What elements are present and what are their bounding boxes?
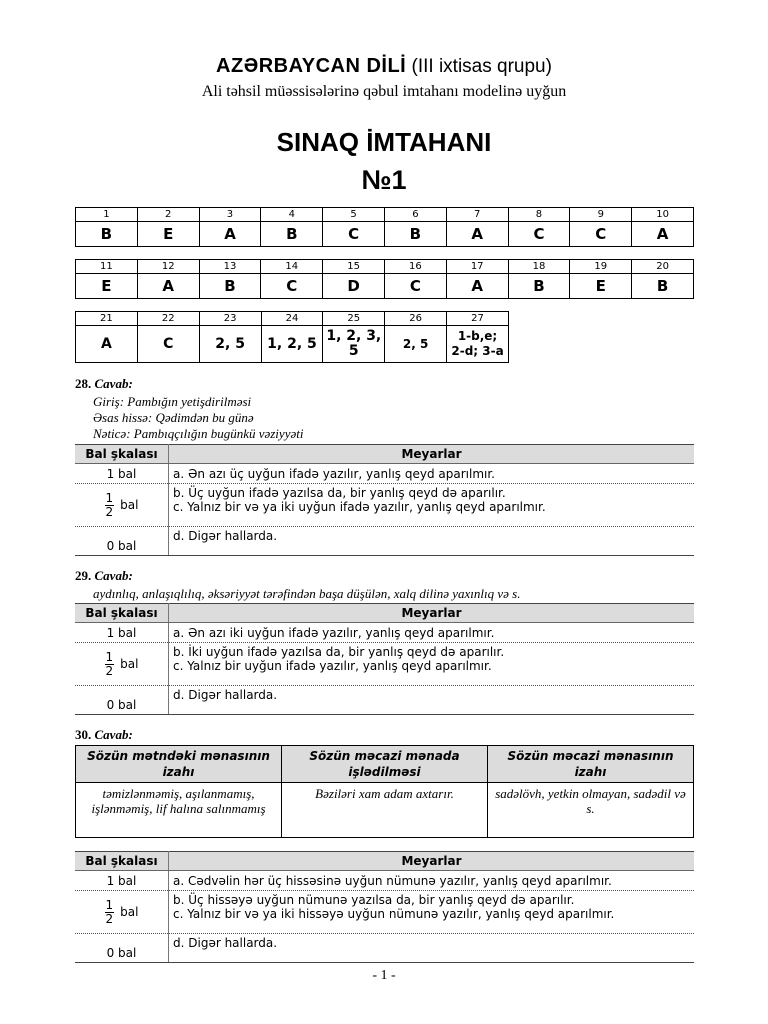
criteria-b-c bbox=[169, 643, 695, 686]
question-number: 3 bbox=[199, 208, 261, 222]
question-number: 6 bbox=[384, 208, 446, 222]
question-number: 17 bbox=[446, 260, 508, 274]
criterion-d: d. Digər hallarda. bbox=[169, 934, 695, 963]
question-number: 15 bbox=[323, 260, 385, 274]
question-number: 5 bbox=[323, 208, 385, 222]
answer-cell: B bbox=[384, 222, 446, 247]
criterion-c: c. Yalnız bir uyğun ifadə yazılır, yanlış qeyd aparılmır. bbox=[173, 659, 492, 673]
question-number: 13 bbox=[199, 260, 261, 274]
meaning-header-3: Sözün məcazi mənasının izahı bbox=[488, 746, 694, 783]
question-number: 29 bbox=[75, 568, 88, 583]
question-number: 4 bbox=[261, 208, 323, 222]
score-one: 1 bal bbox=[75, 871, 169, 891]
question-number: 27 bbox=[447, 312, 509, 326]
criterion-b: b. Üç hissəyə uyğun nümunə yazılsa da, bir yanlış qeyd də aparılır. bbox=[173, 893, 575, 907]
question-number: 24 bbox=[261, 312, 323, 326]
question-number: 8 bbox=[508, 208, 570, 222]
meaning-cell-3: sadəlövh, yetkin olmayan, sadədil və s. bbox=[488, 783, 694, 838]
q28-heading: 28. Cavab: bbox=[75, 376, 133, 391]
q29-criteria-table bbox=[75, 603, 694, 715]
answer-cell: A bbox=[76, 326, 138, 363]
answer-27-part-2: 2-d; 3-a bbox=[451, 344, 504, 358]
question-number: 16 bbox=[384, 260, 446, 274]
question-number: 25 bbox=[323, 312, 385, 326]
criteria-header: Meyarlar bbox=[169, 604, 695, 623]
question-number: 7 bbox=[446, 208, 508, 222]
answer-cell: B bbox=[76, 222, 138, 247]
q29-answer: aydınlıq, anlaşıqlılıq, əksəriyyət tərəfindən başa düşülən, xalq dilinə yaxınlıq və s. bbox=[93, 586, 521, 601]
question-number: 18 bbox=[508, 260, 570, 274]
question-number: 22 bbox=[137, 312, 199, 326]
meaning-header-2: Sözün məcazi mənada işlədilməsi bbox=[282, 746, 488, 783]
score-half: $\frac{1}{2}$ bal bbox=[75, 891, 169, 934]
criteria-header: Meyarlar bbox=[169, 445, 695, 464]
question-number: 9 bbox=[570, 208, 632, 222]
q30-meaning-table bbox=[75, 745, 694, 838]
answer-27-part-1: 1-b,e; bbox=[457, 329, 498, 343]
answer-cell: 1, 2, 3, 5 bbox=[323, 326, 385, 363]
answer-cell: B bbox=[199, 274, 261, 299]
answer-cell: D bbox=[323, 274, 385, 299]
answer-cell: E bbox=[137, 222, 199, 247]
criterion-b: b. İki uyğun ifadə yazılsa da, bir yanlış qeyd də aparılır. bbox=[173, 645, 505, 659]
q28-answer-line-2: Əsas hissə: Qədimdən bu günə bbox=[93, 410, 254, 425]
subject-title: AZƏRBAYCAN DİLİ bbox=[216, 55, 407, 77]
answer-cell: A bbox=[446, 274, 508, 299]
answer-cell: C bbox=[570, 222, 632, 247]
half-fraction: $\frac{1}{2}$ bbox=[105, 897, 114, 926]
answer-cell: C bbox=[323, 222, 385, 247]
answer-key-table-3 bbox=[75, 311, 509, 363]
criteria-b-c bbox=[169, 891, 695, 934]
question-number: 11 bbox=[76, 260, 138, 274]
q28-answer-line-3: Nəticə: Pambıqçılığın bugünkü vəziyyəti bbox=[93, 426, 304, 441]
answer-cell: A bbox=[446, 222, 508, 247]
criterion-a: a. Ən azı üç uyğun ifadə yazılır, yanlış qeyd aparılmır. bbox=[169, 464, 695, 484]
q29-heading: 29. Cavab: bbox=[75, 568, 133, 583]
question-number: 1 bbox=[76, 208, 138, 222]
question-number: 28 bbox=[75, 376, 88, 391]
meaning-header-1: Sözün mətndəki mənasının izahı bbox=[76, 746, 282, 783]
cavab-label: Cavab: bbox=[94, 376, 133, 391]
group-label: (III ixtisas qrupu) bbox=[411, 56, 552, 77]
answer-cell: C bbox=[261, 274, 323, 299]
question-number: 30 bbox=[75, 727, 88, 742]
question-number: 14 bbox=[261, 260, 323, 274]
score-zero: 0 bal bbox=[75, 934, 169, 963]
answer-cell: B bbox=[508, 274, 570, 299]
question-number: 2 bbox=[137, 208, 199, 222]
page-number: - 1 - bbox=[372, 968, 396, 983]
cavab-label: Cavab: bbox=[94, 727, 133, 742]
question-number: 26 bbox=[385, 312, 447, 326]
criterion-d: d. Digər hallarda. bbox=[169, 686, 695, 715]
criterion-b: b. Üç uyğun ifadə yazılsa da, bir yanlış qeyd də aparılır. bbox=[173, 486, 506, 500]
question-number: 23 bbox=[199, 312, 261, 326]
answer-cell: 1, 2, 5 bbox=[261, 326, 323, 363]
answer-cell: C bbox=[384, 274, 446, 299]
score-half: $\frac{1}{2}$ bal bbox=[75, 643, 169, 686]
score-header: Bal şkalası bbox=[75, 604, 169, 623]
answer-cell: A bbox=[632, 222, 694, 247]
criterion-c: c. Yalnız bir və ya iki hissəyə uyğun nümunə yazılır, yanlış qeyd aparılmır. bbox=[173, 907, 615, 921]
q30-criteria-table bbox=[75, 851, 694, 963]
question-number: 10 bbox=[632, 208, 694, 222]
criterion-c: c. Yalnız bir və ya iki uyğun ifadə yazılır, yanlış qeyd aparılmır. bbox=[173, 500, 546, 514]
score-zero: 0 bal bbox=[75, 527, 169, 556]
answer-cell: 2, 5 bbox=[199, 326, 261, 363]
document-header bbox=[0, 55, 768, 78]
half-fraction: $\frac{1}{2}$ bbox=[105, 649, 114, 678]
half-fraction: $\frac{1}{2}$ bbox=[105, 490, 114, 519]
question-number: 12 bbox=[137, 260, 199, 274]
q28-answer-line-1: Giriş: Pambığın yetişdirilməsi bbox=[93, 394, 252, 409]
meaning-cell-1: təmizlənməmiş, aşılanmamış, işlənməmiş, lif halına salınmamış bbox=[76, 783, 282, 838]
exam-number: №1 bbox=[361, 165, 407, 195]
score-header: Bal şkalası bbox=[75, 445, 169, 464]
answer-cell: A bbox=[137, 274, 199, 299]
answer-cell: B bbox=[632, 274, 694, 299]
score-zero: 0 bal bbox=[75, 686, 169, 715]
score-one: 1 bal bbox=[75, 464, 169, 484]
score-half: $\frac{1}{2}$ bal bbox=[75, 484, 169, 527]
meaning-cell-2: Bəziləri xam adam axtarır. bbox=[282, 783, 488, 838]
answer-cell: E bbox=[76, 274, 138, 299]
score-one: 1 bal bbox=[75, 623, 169, 643]
answer-cell: C bbox=[137, 326, 199, 363]
q30-heading: 30. Cavab: bbox=[75, 727, 133, 742]
criteria-b-c bbox=[169, 484, 695, 527]
answer-cell: A bbox=[199, 222, 261, 247]
question-number: 21 bbox=[76, 312, 138, 326]
answer-cell: 2, 5 bbox=[385, 326, 447, 363]
header-subtitle: Ali təhsil müəssisələrinə qəbul imtahanı modelinə uyğun bbox=[201, 83, 567, 100]
criterion-a: a. Cədvəlin hər üç hissəsinə uyğun nümunə yazılır, yanlış qeyd aparılmır. bbox=[169, 871, 695, 891]
answer-cell: E bbox=[570, 274, 632, 299]
criterion-a: a. Ən azı iki uyğun ifadə yazılır, yanlış qeyd aparılmır. bbox=[169, 623, 695, 643]
answer-cell-27 bbox=[447, 326, 509, 363]
answer-cell: C bbox=[508, 222, 570, 247]
question-number: 19 bbox=[570, 260, 632, 274]
cavab-label: Cavab: bbox=[94, 568, 133, 583]
score-header: Bal şkalası bbox=[75, 852, 169, 871]
exam-title: SINAQ İMTAHANI bbox=[276, 127, 492, 157]
q28-criteria-table bbox=[75, 444, 694, 556]
answer-cell: B bbox=[261, 222, 323, 247]
criterion-d: d. Digər hallarda. bbox=[169, 527, 695, 556]
question-number: 20 bbox=[632, 260, 694, 274]
answer-key-table-2 bbox=[75, 259, 694, 299]
criteria-header: Meyarlar bbox=[169, 852, 695, 871]
answer-key-table-1 bbox=[75, 207, 694, 247]
